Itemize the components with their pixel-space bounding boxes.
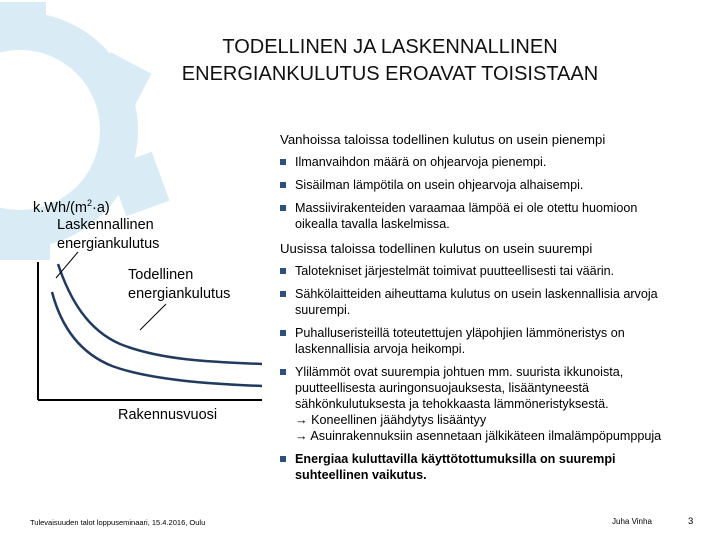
title-line: ENERGIANKULUTUS EROAVAT TOISISTAAN — [181, 63, 599, 85]
bullet-square-icon — [280, 456, 286, 462]
bullet-square-icon — [280, 268, 286, 274]
list-item: Massiivirakenteiden varaamaa lämpöä ei ole otettu huomioon oikealla tavalla laskelmissa. — [280, 200, 710, 232]
bullet-square-icon — [280, 205, 286, 211]
page-number: 3 — [688, 516, 694, 527]
section-old-houses — [280, 132, 710, 232]
section-new-houses — [280, 241, 710, 483]
list-item: Sisäilman lämpötila on usein ohjearvoja alhaisempi. — [280, 177, 710, 193]
bullet-square-icon — [280, 182, 286, 188]
x-axis-label: Rakennusvuosi — [118, 407, 218, 423]
actual-consumption-curve — [52, 292, 262, 386]
bullet-square-icon — [280, 159, 286, 165]
list-item: Puhalluseristeillä toteutettujen yläpohjien lämmöneristys on laskennallisia arvoja heikompi. — [280, 325, 710, 357]
y-axis-unit-label: $k.Wh/(m^2\cdot a)$ — [33, 198, 110, 216]
actual-consumption-label: Todellinen energiankulutus — [128, 267, 231, 302]
footer-author: Juha Vinha — [612, 517, 652, 526]
list-item: Talotekniset järjestelmät toimivat puutteellisesti tai väärin. — [280, 263, 710, 279]
actual-label-pointer — [140, 304, 166, 330]
unit-exponent: 2 — [86, 198, 92, 208]
footer-event: Tulevaisuuden talot loppuseminaari, 15.4.2016, Oulu — [30, 518, 206, 527]
list-item: Ylilämmöt ovat suurempia johtuen mm. suurista ikkunoista, puutteellisesta auringonsuojauksesta, lisääntyneestä sähkönkulutuksesta ja tehokkaasta lämmöneristyksestä. → Koneellinen jäähdytys lisääntyy → Asuinrakennuksiin asennetaan jälkikäteen ilmalämpöpumppuja — [280, 364, 710, 444]
energy-consumption-chart — [0, 0, 290, 520]
list-item: Sähkölaitteiden aiheuttama kulutus on usein laskennallisia arvoja suurempi. — [280, 286, 710, 318]
title-line: TODELLINEN JA LASKENNALLINEN — [222, 36, 558, 58]
list-item: Ilmanvaihdon määrä on ohjearvoja pienempi. — [280, 154, 710, 170]
content-column — [280, 132, 710, 490]
bullet-square-icon — [280, 291, 286, 297]
list-item: Energiaa kuluttavilla käyttötottumuksilla on suurempi suhteellinen vaikutus. — [280, 451, 710, 483]
bullet-square-icon — [280, 330, 286, 336]
bullet-square-icon — [280, 369, 286, 375]
section-heading: Uusissa taloissa todellinen kulutus on usein suurempi — [280, 241, 593, 256]
calculated-consumption-label: Laskennallinen energiankulutus — [57, 217, 160, 252]
section-heading: Vanhoissa taloissa todellinen kulutus on usein pienempi — [280, 132, 606, 147]
